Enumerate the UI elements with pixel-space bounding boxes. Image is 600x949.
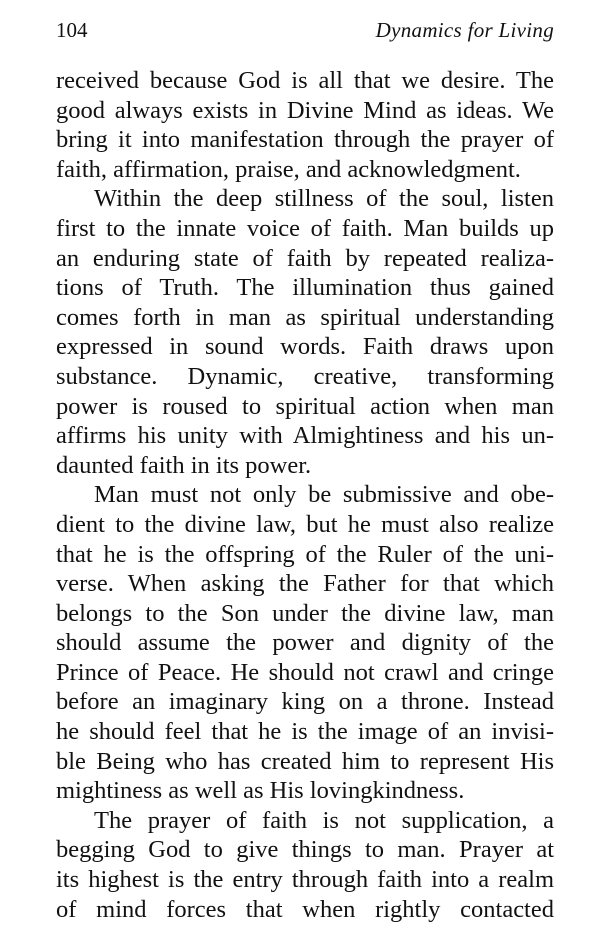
text-line: that he is the offspring of the Ruler of the uni- — [56, 540, 554, 568]
text-line: its highest is the entry through faith into a realm — [56, 866, 554, 894]
text-line: dient to the divine law, but he must also realize — [56, 510, 554, 538]
text-line: mightiness as well as His lovingkindness. — [56, 777, 465, 805]
text-line: begging God to give things to man. Prayer at — [56, 836, 554, 864]
text-line: faith, affirmation, praise, and acknowledgment. — [56, 155, 521, 183]
text-line: first to the innate voice of faith. Man builds up — [56, 214, 554, 242]
text-line: power is roused to spiritual action when man — [56, 392, 554, 420]
running-head — [56, 12, 554, 48]
text-line: of mind forces that when rightly contacted — [56, 895, 554, 923]
book-page — [56, 12, 554, 937]
text-line: should assume the power and dignity of the — [56, 629, 554, 657]
text-line: daunted faith in its power. — [56, 451, 312, 479]
text-line: received because God is all that we desire. The — [56, 67, 554, 94]
text-line: belongs to the Son under the divine law, man — [56, 599, 554, 627]
text-line: The prayer of faith is not supplication, a — [94, 806, 554, 834]
text-line: Man must not only be submissive and obe- — [94, 481, 554, 509]
running-title: Dynamics for Living — [375, 18, 554, 42]
page-number: 104 — [56, 18, 88, 42]
text-line: tions of Truth. The illumination thus gained — [56, 274, 554, 302]
text-line: affirms his unity with Almightiness and his un- — [56, 422, 554, 450]
body-text — [56, 66, 554, 924]
text-line: ble Being who has created him to represent His — [56, 747, 554, 775]
text-line: Within the deep stillness of the soul, listen — [94, 185, 554, 213]
text-line: comes forth in man as spiritual understanding — [56, 303, 554, 331]
text-line: he should feel that he is the image of an invisi- — [56, 718, 554, 746]
text-line: good always exists in Divine Mind as ideas. We — [56, 96, 554, 124]
text-line: before an imaginary king on a throne. Instead — [56, 688, 554, 716]
text-line: expressed in sound words. Faith draws upon — [56, 333, 554, 361]
text-line: an enduring state of faith by repeated realiza- — [56, 244, 554, 272]
text-line: Prince of Peace. He should not crawl and cringe — [56, 658, 554, 686]
text-line: substance. Dynamic, creative, transforming — [56, 362, 554, 390]
text-line: verse. When asking the Father for that which — [56, 570, 554, 598]
text-line: bring it into manifestation through the prayer of — [56, 126, 554, 154]
